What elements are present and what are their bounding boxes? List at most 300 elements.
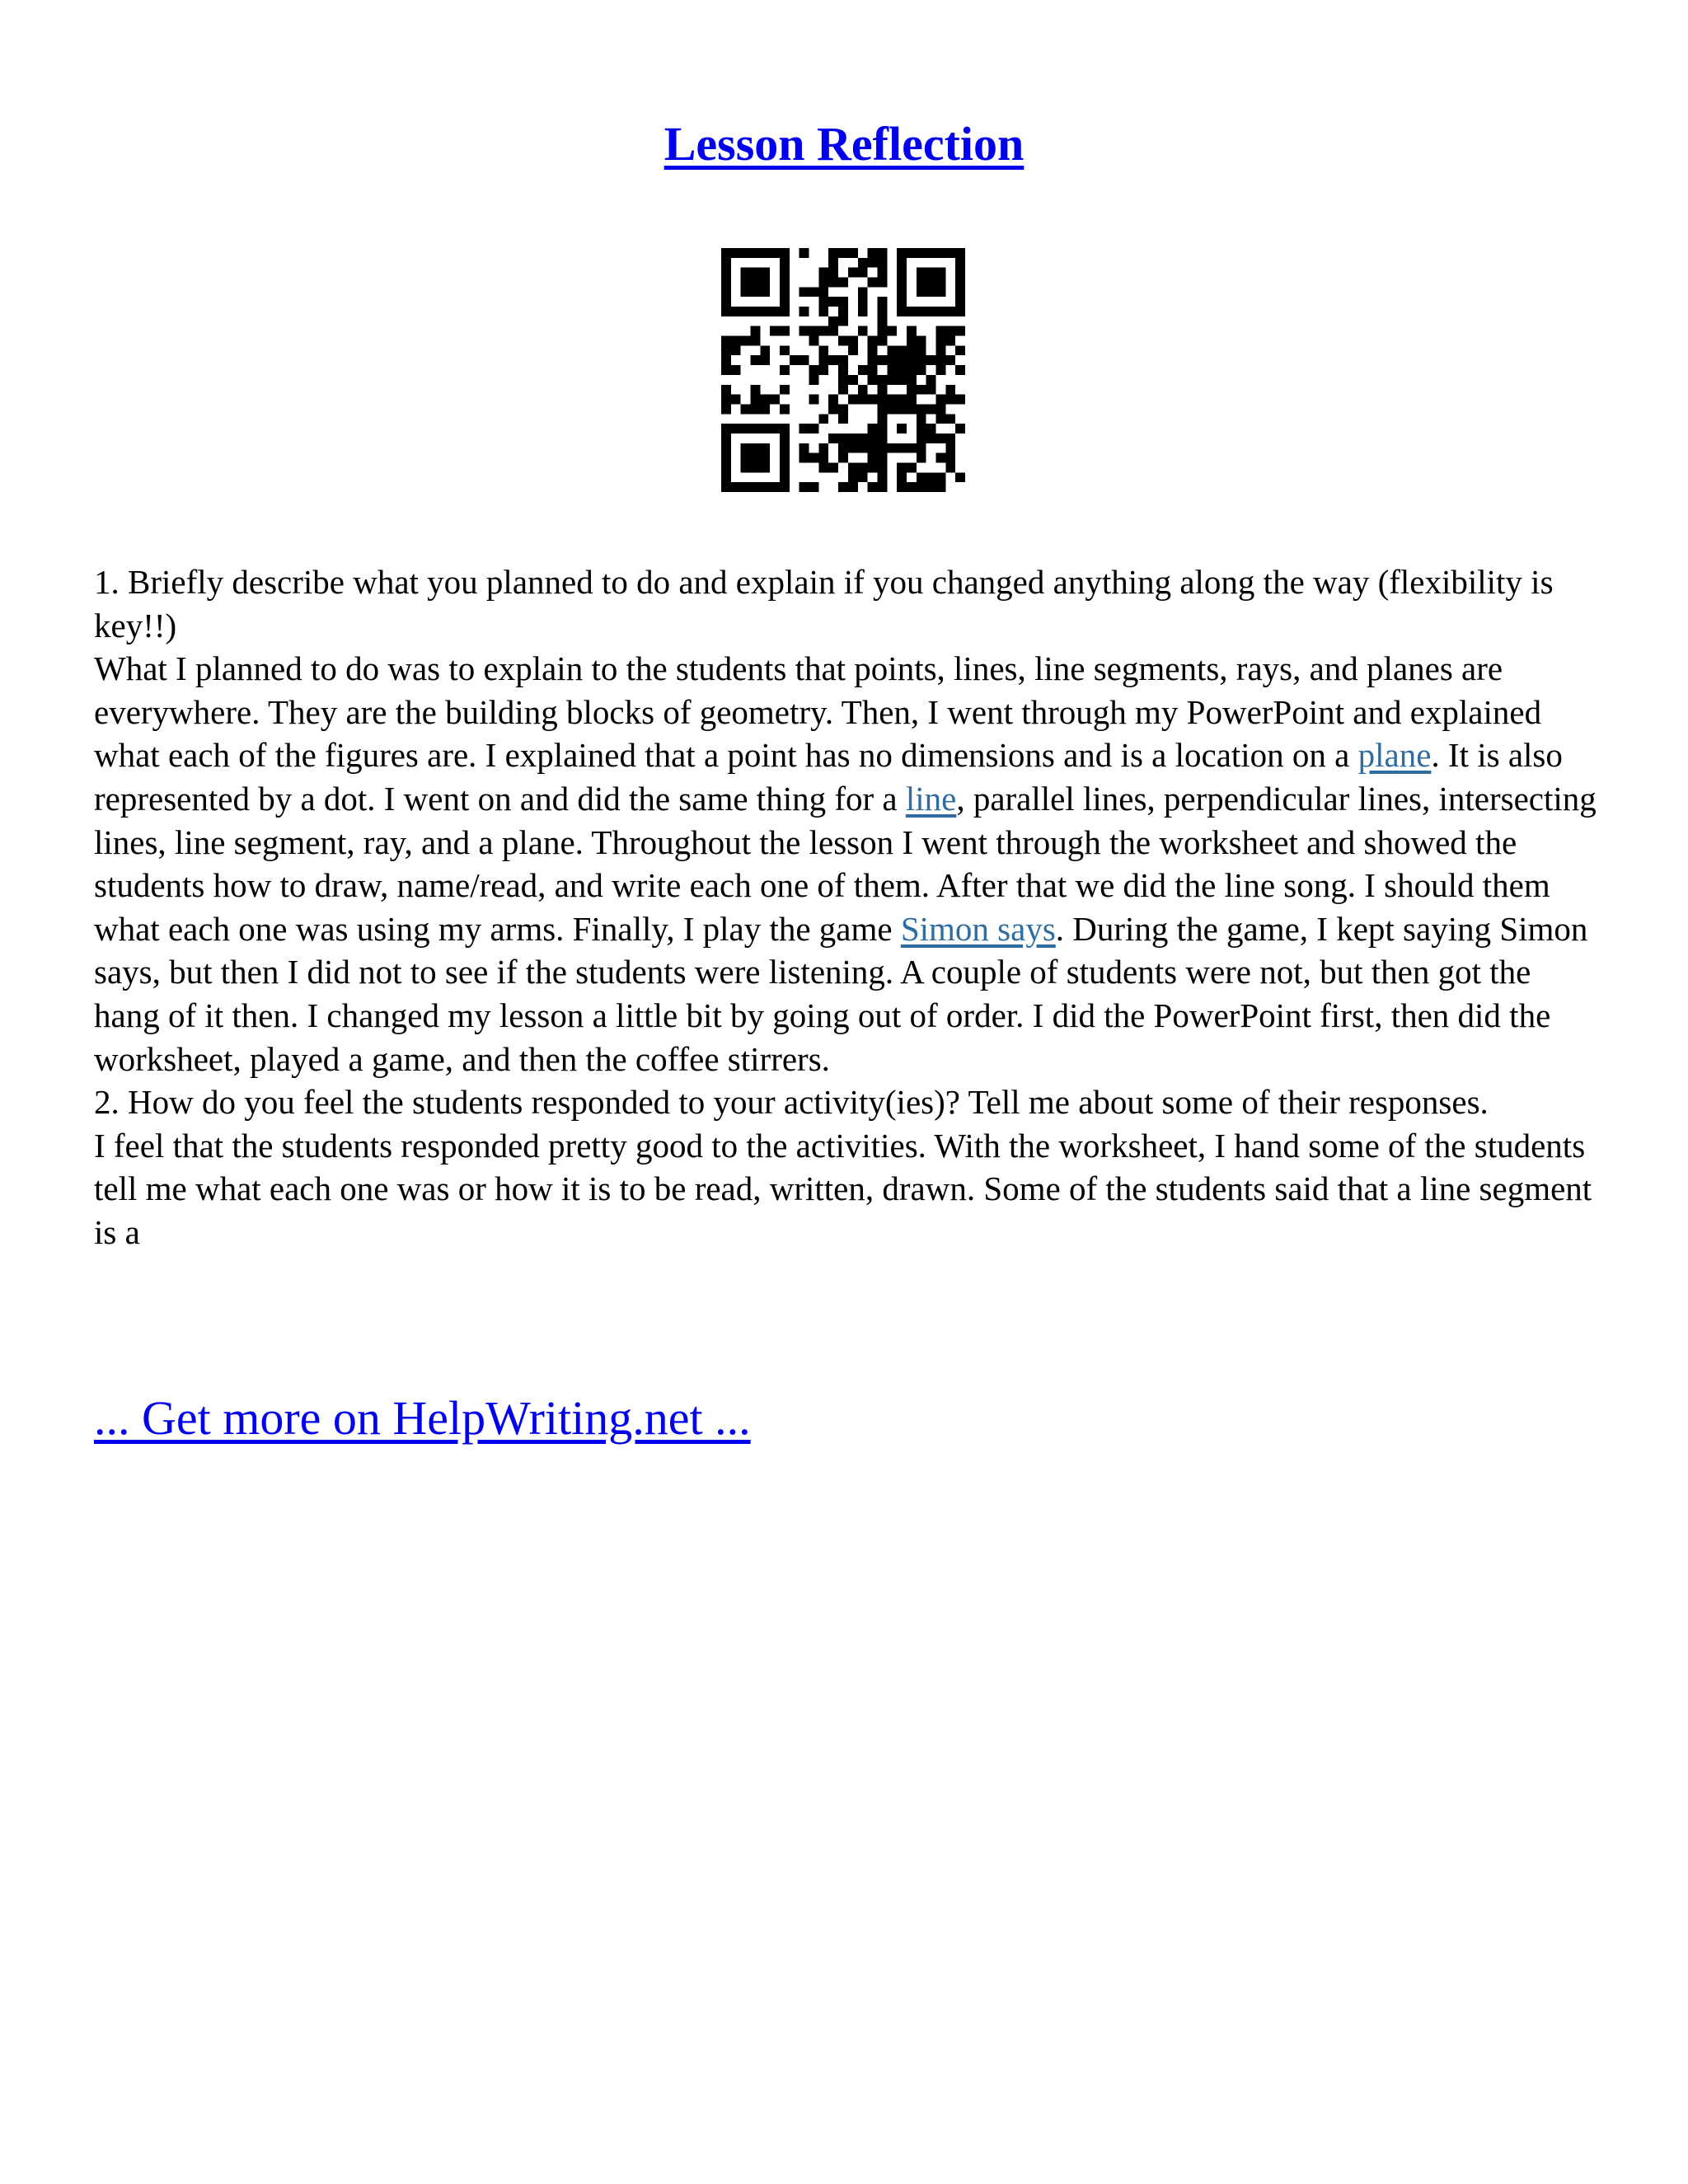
qr-module — [877, 297, 887, 307]
qr-module — [780, 326, 790, 336]
qr-module — [751, 307, 761, 316]
qr-module — [897, 462, 907, 472]
qr-module — [897, 472, 907, 482]
qr-module — [818, 462, 828, 472]
qr-module — [741, 462, 751, 472]
qr-module — [721, 434, 731, 443]
qr-module — [721, 404, 731, 414]
qr-module — [945, 395, 955, 405]
qr-module — [868, 278, 878, 288]
qr-module — [780, 443, 790, 453]
qr-module — [858, 472, 868, 482]
qr-module — [887, 443, 897, 453]
qr-module — [741, 287, 751, 297]
qr-module — [809, 482, 819, 492]
qr-module — [897, 278, 907, 288]
qr-module — [868, 443, 878, 453]
qr-code — [721, 248, 965, 492]
qr-module — [838, 355, 848, 365]
qr-module — [731, 336, 741, 346]
qr-module — [955, 472, 965, 482]
qr-module — [741, 453, 751, 463]
qr-module — [868, 365, 878, 375]
qr-module — [760, 482, 770, 492]
qr-module — [887, 395, 897, 405]
answer-1 — [94, 647, 1601, 1080]
qr-module — [721, 365, 731, 375]
qr-module — [877, 453, 887, 463]
qr-module — [848, 336, 858, 346]
qr-module — [770, 326, 780, 336]
qr-module — [751, 395, 761, 405]
qr-module — [926, 375, 936, 385]
qr-module — [858, 443, 868, 453]
qr-module — [721, 395, 731, 405]
qr-module — [917, 404, 926, 414]
qr-module — [917, 278, 926, 288]
qr-module — [760, 443, 770, 453]
qr-module — [907, 443, 917, 453]
qr-module — [848, 345, 858, 355]
qr-module — [887, 345, 897, 355]
qr-module — [770, 395, 780, 405]
qr-module — [721, 462, 731, 472]
qr-module — [731, 482, 741, 492]
qr-module — [818, 365, 828, 375]
qr-module — [751, 404, 761, 414]
qr-module — [760, 248, 770, 258]
qr-module — [917, 424, 926, 434]
qr-module — [721, 424, 731, 434]
qr-module — [935, 453, 945, 463]
qr-module — [741, 268, 751, 278]
qr-module — [917, 434, 926, 443]
qr-module — [917, 355, 926, 365]
qr-module — [868, 434, 878, 443]
qr-module — [926, 268, 936, 278]
qr-module — [926, 482, 936, 492]
qr-module — [926, 248, 936, 258]
qr-module — [897, 345, 907, 355]
qr-module — [828, 462, 838, 472]
qr-module — [935, 307, 945, 316]
title-link[interactable]: Lesson Reflection — [663, 117, 1025, 171]
qr-module — [877, 404, 887, 414]
qr-module — [955, 278, 965, 288]
qr-module — [858, 258, 868, 268]
qr-module — [917, 307, 926, 316]
qr-module — [877, 414, 887, 424]
qr-module — [877, 307, 887, 316]
qr-module — [917, 385, 926, 395]
qr-module — [877, 434, 887, 443]
qr-module — [935, 472, 945, 482]
qr-module — [907, 336, 917, 346]
qr-module — [780, 472, 790, 482]
qr-module — [760, 268, 770, 278]
qr-module — [926, 355, 936, 365]
qr-module — [731, 248, 741, 258]
qr-module — [721, 482, 731, 492]
qr-module — [935, 434, 945, 443]
get-more-link[interactable]: ... Get more on HelpWriting.net ... — [94, 1391, 751, 1445]
qr-module — [917, 248, 926, 258]
qr-module — [955, 395, 965, 405]
qr-module — [917, 414, 926, 424]
page-title — [0, 114, 1688, 175]
qr-module — [770, 307, 780, 316]
qr-module — [780, 462, 790, 472]
qr-module — [818, 345, 828, 355]
qr-module — [935, 268, 945, 278]
qr-module — [935, 404, 945, 414]
qr-module — [897, 248, 907, 258]
qr-module — [838, 414, 848, 424]
qr-module — [848, 375, 858, 385]
qr-module — [858, 462, 868, 472]
qr-module — [760, 278, 770, 288]
qr-module — [907, 385, 917, 395]
qr-module — [751, 326, 761, 336]
qr-module — [877, 316, 887, 326]
qr-module — [935, 355, 945, 365]
qr-module — [926, 287, 936, 297]
qr-module — [799, 248, 809, 258]
qr-module — [935, 336, 945, 346]
qr-module — [917, 482, 926, 492]
qr-module — [955, 326, 965, 336]
qr-module — [731, 424, 741, 434]
qr-module — [751, 278, 761, 288]
qr-module — [858, 297, 868, 307]
qr-module — [721, 336, 731, 346]
qr-module — [877, 278, 887, 288]
qr-module — [828, 404, 838, 414]
qr-module — [858, 395, 868, 405]
qr-module — [926, 278, 936, 288]
answer-1-text: , parallel lines, perpendicular lines, intersecting lines, line segment, ray, and a plane. Throughout the lesson I went through the worksheet and showed the students how to draw, name/read, and write each one of them. After that we did the line song. I should them what each one was using my arms. Finally, I play the game — [94, 779, 1597, 948]
qr-module — [897, 404, 907, 414]
qr-module — [828, 278, 838, 288]
qr-module — [838, 443, 848, 453]
qr-module — [818, 287, 828, 297]
qr-module — [721, 268, 731, 278]
qr-module — [848, 268, 858, 278]
qr-module — [868, 482, 878, 492]
qr-module — [809, 424, 819, 434]
plane-link[interactable]: plane — [1357, 736, 1432, 775]
qr-module — [780, 424, 790, 434]
qr-module — [828, 248, 838, 258]
qr-module — [751, 482, 761, 492]
qr-module — [828, 395, 838, 405]
qr-module — [868, 355, 878, 365]
qr-module — [848, 434, 858, 443]
qr-module — [741, 307, 751, 316]
qr-module — [828, 258, 838, 268]
qr-module — [721, 453, 731, 463]
qr-module — [868, 375, 878, 385]
qr-module — [780, 268, 790, 278]
qr-module — [799, 482, 809, 492]
qr-module — [955, 287, 965, 297]
qr-module — [731, 395, 741, 405]
qr-module — [868, 336, 878, 346]
qr-module — [741, 443, 751, 453]
qr-module — [907, 307, 917, 316]
qr-module — [799, 326, 809, 336]
qr-module — [751, 424, 761, 434]
qr-module — [721, 297, 731, 307]
qr-module — [897, 287, 907, 297]
qr-module — [790, 355, 799, 365]
qr-module — [945, 326, 955, 336]
qr-module — [917, 443, 926, 453]
qr-module — [838, 297, 848, 307]
qr-module — [955, 307, 965, 316]
qr-module — [897, 297, 907, 307]
qr-module — [818, 453, 828, 463]
qr-module — [838, 453, 848, 463]
qr-module — [818, 307, 828, 316]
qr-module — [917, 345, 926, 355]
qr-module — [955, 345, 965, 355]
answer-1-text: . It is also represented by a dot. I went on and did the same thing for a — [94, 736, 1563, 818]
qr-module — [907, 404, 917, 414]
qr-module — [897, 307, 907, 316]
qr-module — [945, 355, 955, 365]
question-1: 1. Briefly describe what you planned to do and explain if you changed anything along the way (flexibility is key!!) — [94, 563, 1554, 644]
qr-module — [838, 434, 848, 443]
qr-module — [926, 385, 936, 395]
qr-module — [917, 472, 926, 482]
qr-module — [858, 268, 868, 278]
qr-module — [945, 434, 955, 443]
qr-module — [897, 365, 907, 375]
qr-module — [897, 443, 907, 453]
qr-module — [877, 385, 887, 395]
qr-module — [877, 375, 887, 385]
qr-module — [945, 414, 955, 424]
qr-module — [858, 365, 868, 375]
qr-module — [809, 326, 819, 336]
qr-module — [858, 326, 868, 336]
qr-module — [818, 297, 828, 307]
qr-module — [858, 287, 868, 297]
qr-module — [818, 414, 828, 424]
qr-module — [809, 395, 819, 405]
qr-module — [955, 297, 965, 307]
qr-module — [751, 453, 761, 463]
qr-module — [828, 355, 838, 365]
qr-module — [721, 385, 731, 395]
qr-module — [780, 434, 790, 443]
qr-module — [926, 434, 936, 443]
qr-module — [907, 395, 917, 405]
qr-module — [926, 472, 936, 482]
qr-module — [897, 355, 907, 365]
qr-module — [877, 395, 887, 405]
qr-module — [760, 462, 770, 472]
qr-module — [848, 443, 858, 453]
qr-module — [877, 355, 887, 365]
qr-module — [858, 434, 868, 443]
qr-module — [731, 307, 741, 316]
qr-module — [818, 443, 828, 453]
qr-module — [780, 287, 790, 297]
qr-module — [935, 365, 945, 375]
qr-module — [907, 248, 917, 258]
qr-module — [897, 424, 907, 434]
qr-module — [809, 375, 819, 385]
qr-module — [848, 248, 858, 258]
qr-module — [868, 462, 878, 472]
qr-module — [838, 307, 848, 316]
qr-module — [887, 326, 897, 336]
qr-module — [887, 355, 897, 365]
qr-module — [760, 345, 770, 355]
qr-module — [741, 248, 751, 258]
qr-module — [935, 248, 945, 258]
qr-module — [731, 365, 741, 375]
qr-module — [858, 307, 868, 316]
answer-2: I feel that the students responded pretty good to the activities. With the worksheet, I hand some of the students tell me what each one was or how it is to be read, written, drawn. Some of the students said that a line segment is a — [94, 1126, 1592, 1251]
qr-module — [907, 345, 917, 355]
qr-module — [809, 365, 819, 375]
qr-module — [945, 385, 955, 395]
answer-1-text: . During the game, I kept saying Simon says, but then I did not to see if the students were listening. A couple of students were not, but then got the hang of it then. I changed my lesson a little bit by going out of order. I did the PowerPoint first, then did the worksheet, played a game, and then the coffee stirrers. — [94, 909, 1588, 1078]
qr-module — [809, 336, 819, 346]
qr-module — [799, 307, 809, 316]
qr-module — [780, 482, 790, 492]
qr-module — [935, 326, 945, 336]
qr-code-graphic — [721, 248, 965, 492]
qr-module — [721, 472, 731, 482]
qr-module — [907, 482, 917, 492]
qr-module — [858, 385, 868, 395]
qr-module — [917, 287, 926, 297]
qr-module — [770, 248, 780, 258]
qr-module — [809, 287, 819, 297]
qr-module — [868, 248, 878, 258]
qr-module — [760, 424, 770, 434]
qr-module — [721, 345, 731, 355]
qr-module — [877, 482, 887, 492]
qr-module — [799, 287, 809, 297]
qr-module — [721, 248, 731, 258]
qr-module — [741, 482, 751, 492]
qr-module — [945, 453, 955, 463]
question-2: 2. How do you feel the students responded to your activity(ies)? Tell me about some of their responses. — [94, 1083, 1489, 1122]
qr-module — [751, 268, 761, 278]
line-link[interactable]: line — [905, 779, 957, 818]
qr-module — [877, 472, 887, 482]
qr-module — [721, 278, 731, 288]
qr-module — [721, 287, 731, 297]
qr-module — [760, 355, 770, 365]
qr-module — [887, 404, 897, 414]
qr-module — [760, 307, 770, 316]
qr-module — [897, 395, 907, 405]
qr-module — [751, 248, 761, 258]
qr-module — [741, 336, 751, 346]
qr-module — [751, 385, 761, 395]
qr-module — [838, 404, 848, 414]
qr-module — [907, 355, 917, 365]
qr-module — [770, 424, 780, 434]
qr-module — [945, 443, 955, 453]
qr-module — [877, 336, 887, 346]
qr-module — [780, 365, 790, 375]
qr-module — [848, 482, 858, 492]
qr-module — [838, 248, 848, 258]
qr-module — [780, 278, 790, 288]
qr-module — [935, 482, 945, 492]
qr-module — [799, 355, 809, 365]
qr-module — [780, 297, 790, 307]
qr-module — [907, 326, 917, 336]
qr-module — [877, 424, 887, 434]
qr-module — [917, 453, 926, 463]
qr-module — [926, 404, 936, 414]
qr-module — [838, 375, 848, 385]
qr-module — [751, 287, 761, 297]
qr-module — [887, 375, 897, 385]
qr-module — [897, 258, 907, 268]
qr-module — [760, 404, 770, 414]
get-more-section — [94, 1390, 751, 1447]
qr-module — [751, 462, 761, 472]
qr-module — [917, 365, 926, 375]
qr-module — [955, 424, 965, 434]
qr-module — [780, 385, 790, 395]
qr-module — [868, 395, 878, 405]
qr-module — [838, 336, 848, 346]
qr-module — [868, 345, 878, 355]
qr-module — [731, 345, 741, 355]
qr-module — [780, 307, 790, 316]
qr-module — [877, 258, 887, 268]
qr-module — [741, 404, 751, 414]
qr-module — [848, 395, 858, 405]
qr-module — [828, 268, 838, 278]
qr-module — [780, 345, 790, 355]
qr-module — [955, 258, 965, 268]
qr-module — [935, 287, 945, 297]
qr-module — [838, 365, 848, 375]
qr-module — [741, 278, 751, 288]
qr-module — [838, 482, 848, 492]
qr-module — [935, 414, 945, 424]
qr-module — [897, 375, 907, 385]
qr-module — [917, 268, 926, 278]
qr-module — [848, 472, 858, 482]
qr-module — [721, 355, 731, 365]
qr-module — [751, 336, 761, 346]
qr-module — [780, 453, 790, 463]
reflection-body — [94, 560, 1601, 1254]
qr-module — [770, 482, 780, 492]
qr-module — [721, 443, 731, 453]
qr-module — [751, 443, 761, 453]
qr-module — [907, 462, 917, 472]
qr-module — [721, 307, 731, 316]
qr-module — [955, 248, 965, 258]
qr-module — [828, 326, 838, 336]
qr-module — [955, 365, 965, 375]
simon-says-link[interactable]: Simon says — [900, 909, 1056, 948]
qr-module — [945, 336, 955, 346]
